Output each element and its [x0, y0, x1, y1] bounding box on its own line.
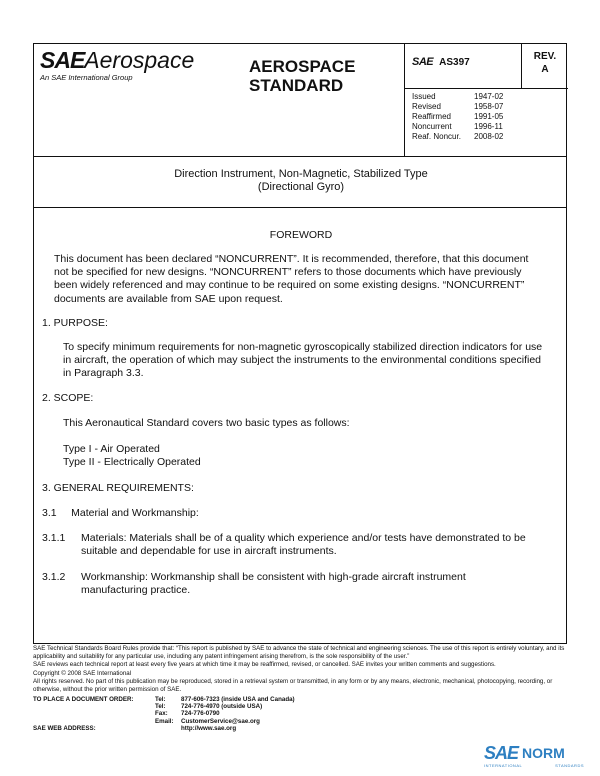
standard-title-line2: STANDARD: [249, 76, 344, 95]
date-value: 1947-02: [474, 92, 504, 101]
brand-sub-standards: STANDARDS: [555, 763, 584, 768]
date-row: [412, 132, 503, 142]
standard-title: [249, 57, 389, 95]
sae-aerospace-logo: [40, 48, 194, 82]
standard-title-line1: AEROSPACE: [249, 57, 356, 76]
footer-rights: All rights reserved. No part of this publication may be reproduced, stored in a retrieval system or transmitted, in any form or by any means, electronic, mechanical, photocopying, recording, or otherwise, without the prior written permission of SAE.: [33, 678, 553, 693]
brand-sub-international: INTERNATIONAL: [484, 763, 523, 768]
date-row: [412, 112, 503, 122]
order-contact: [33, 696, 567, 733]
date-history: [412, 92, 503, 142]
date-label: Reaffirmed: [412, 112, 451, 121]
section-3-1-2-text: Workmanship: Workmanship shall be consistent with high-grade aircraft instrument manufacturing practice.: [81, 571, 466, 597]
logo-tagline: An SAE International Group: [40, 73, 133, 82]
revision-label: REV.: [533, 51, 557, 62]
sae-mini-logo: SAE: [412, 56, 434, 68]
email-link[interactable]: CustomerService@sae.org: [181, 717, 260, 725]
revision-value: A: [541, 64, 549, 75]
type2-text: Type II - Electrically Operated: [63, 456, 201, 468]
purpose-heading: 1. PURPOSE:: [42, 317, 108, 329]
purpose-text: To specify minimum requirements for non-magnetic gyroscopically stabilized direction indicators for use in aircraft, the operation of which may subject the instruments to the environmental conditions specified in Paragraph 3.3.: [63, 341, 543, 380]
date-row: [412, 102, 503, 112]
document-title: [34, 168, 568, 194]
logo-aerospace: Aerospace: [84, 47, 195, 73]
fax-label: Fax:: [155, 710, 168, 718]
tel-label: Tel:: [155, 702, 166, 710]
web-label: SAE WEB ADDRESS:: [33, 725, 96, 733]
divider: [404, 44, 405, 156]
footer: [33, 643, 567, 733]
footer-copyright: Copyright © 2008 SAE International: [33, 669, 132, 677]
scope-text: This Aeronautical Standard covers two basic types as follows:: [63, 417, 350, 429]
section-3-1-1-number: 3.1.1: [42, 532, 66, 544]
brand-subtitle: [484, 763, 584, 768]
fax-number: 724-776-0790: [181, 710, 220, 718]
title-line1: Direction Instrument, Non-Magnetic, Stabilized Type: [174, 168, 428, 180]
date-label: Revised: [412, 102, 441, 111]
order-label: TO PLACE A DOCUMENT ORDER:: [33, 695, 134, 703]
sae-norm-logo: [484, 744, 565, 762]
date-row: [412, 92, 503, 102]
date-value: 1958-07: [474, 102, 504, 111]
document-number-value: AS397: [439, 56, 470, 68]
date-value: 1991-05: [474, 112, 504, 121]
phone-2: 724-776-4970 (outside USA): [181, 702, 263, 710]
email-label: Email:: [155, 717, 174, 725]
section-3-1-heading: 3.1 Material and Workmanship:: [42, 507, 199, 519]
date-row: [412, 122, 503, 132]
date-value: 2008-02: [474, 132, 504, 141]
scope-heading: 2. SCOPE:: [42, 392, 94, 404]
web-link[interactable]: http://www.sae.org: [181, 725, 237, 733]
title-line2: (Directional Gyro): [257, 181, 345, 193]
date-label: Reaf. Noncur.: [412, 132, 461, 141]
document-number: [412, 56, 470, 68]
revision: [522, 50, 568, 76]
foreword-text: This document has been declared “NONCURRENT”. It is recommended, therefore, that this document not be specified for new designs. “NONCURRENT” refers to those documents which have previously been widely referenced and may continue to be required on some existing designs. “NONCURRENT” documents are available from SAE upon request.: [54, 253, 529, 305]
foreword-heading: FOREWORD: [269, 229, 333, 241]
logo-sae: SAE: [40, 47, 85, 73]
header-box: [33, 43, 567, 157]
date-value: 1996-11: [474, 122, 503, 131]
title-box: [33, 156, 567, 208]
brand-sae: SAE: [484, 743, 519, 763]
general-requirements-heading: 3. GENERAL REQUIREMENTS:: [42, 482, 194, 494]
tel-label: Tel:: [155, 695, 166, 703]
section-3-1-2-number: 3.1.2: [42, 571, 66, 583]
footer-review: SAE reviews each technical report at least every five years at which time it may be reaffirmed, revised, or cancelled. SAE invites your written comments and suggestions.: [33, 661, 496, 669]
date-label: Issued: [412, 92, 436, 101]
date-label: Noncurrent: [412, 122, 452, 131]
brand-norm: NORM: [522, 745, 565, 761]
document-body: [33, 207, 567, 643]
footer-rules: SAE Technical Standards Board Rules provide that: “This report is published by SAE to advance the state of technical and engineering sciences. The use of this report is entirely voluntary, and its applicability and suitability for any particular use, including any patent infringement arising therefrom, is the sole responsibility of the user.”: [33, 645, 565, 660]
type1-text: Type I - Air Operated: [63, 443, 160, 455]
section-3-1-1-text: Materials: Materials shall be of a quality which experience and/or tests have demonstrated to be suitable and dependable for use in aircraft instruments.: [81, 532, 526, 558]
divider: [404, 88, 568, 89]
phone-1: 877-606-7323 (inside USA and Canada): [181, 695, 295, 703]
